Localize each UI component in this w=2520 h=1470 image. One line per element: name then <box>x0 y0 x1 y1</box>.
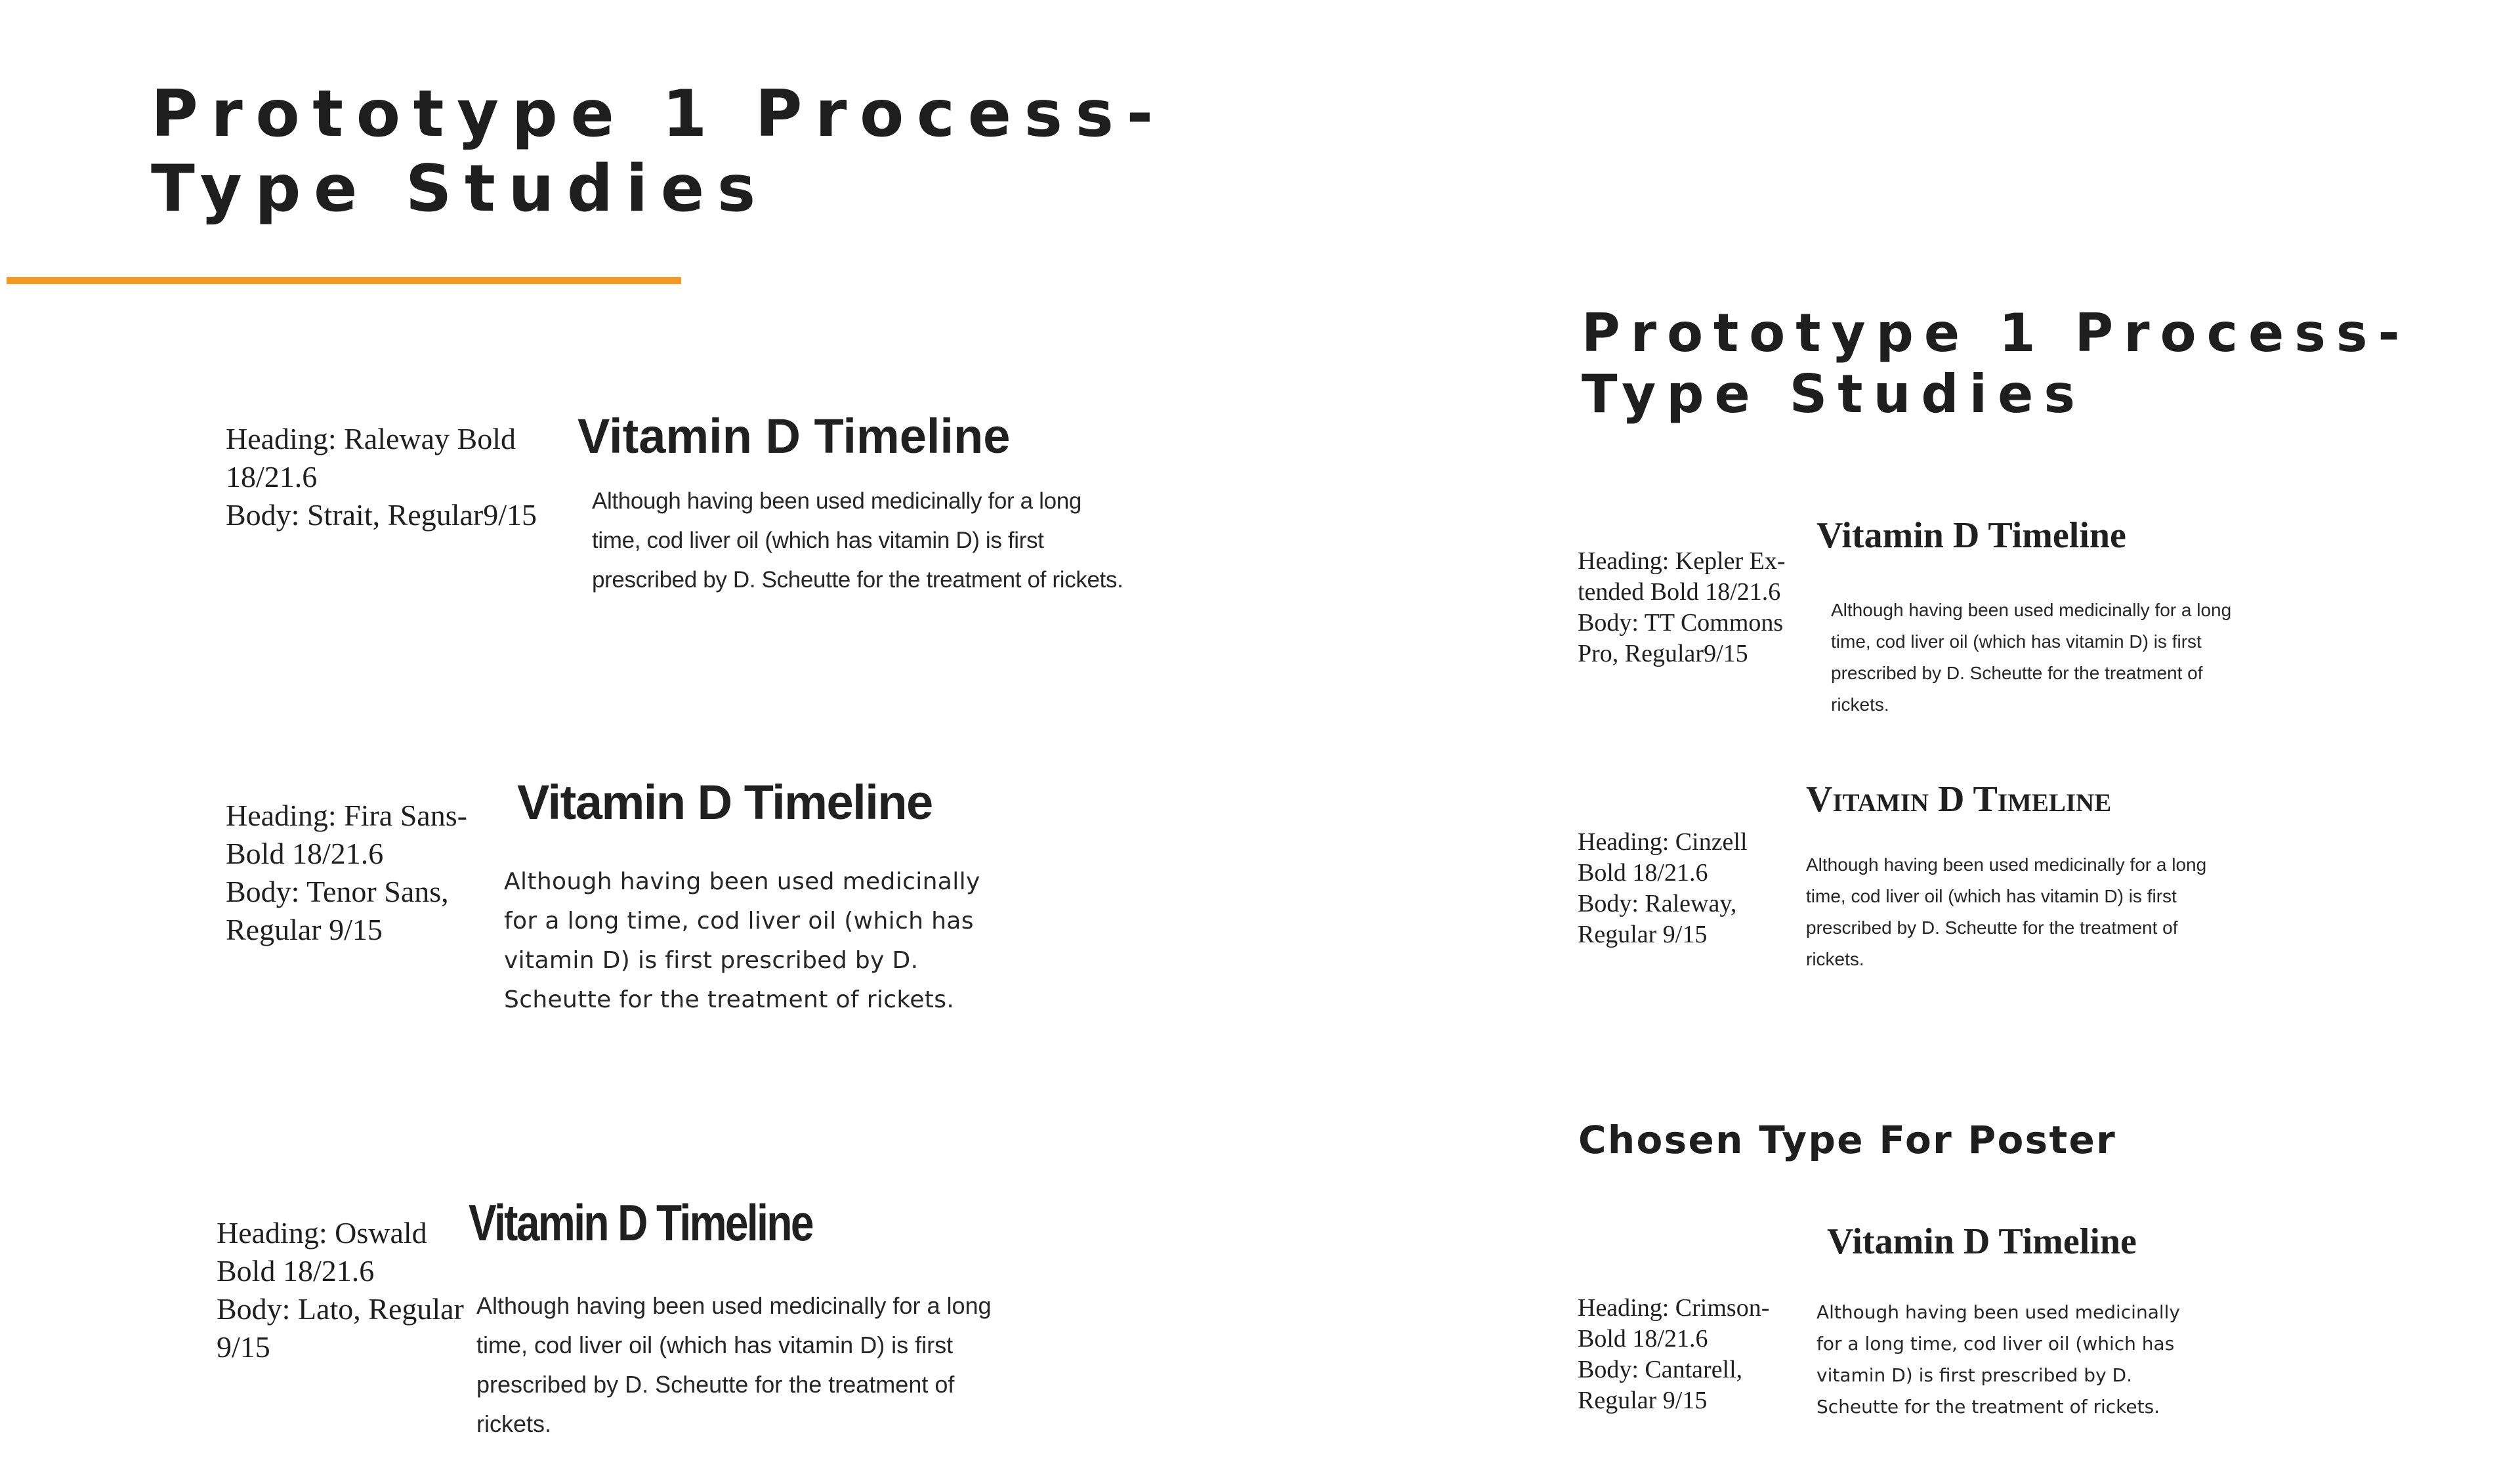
chosen-spec: Heading: Crimson- Bold 18/21.6 Body: Cantarell, Regular 9/15 <box>1578 1294 1770 1414</box>
study-1-heading: Vitamin D Timeline <box>578 409 1011 463</box>
study-2-spec: Heading: Fira Sans- Bold 18/21.6 Body: Tenor Sans, Regular 9/15 <box>226 799 467 946</box>
right-study-1-heading: Vitamin D Timeline <box>1816 515 2126 556</box>
study-2-body: Although having been used medicinally for a long time, cod liver oil (which has vitamin D) is first prescribed by D. Scheutte for the treatment of rickets. <box>504 868 980 1013</box>
chosen-type-label: Chosen Type For Poster <box>1578 1118 2117 1162</box>
right-study-2-body: Although having been used medicinally for a long time, cod liver oil (which has vitamin D) is first prescribed by D. Scheutte for the treatment of rickets. <box>1806 854 2207 969</box>
page-title: Prototype 1 Process- Type Studies <box>151 77 1166 226</box>
right-study-2-spec: Heading: Cinzell Bold 18/21.6 Body: Raleway, Regular 9/15 <box>1578 828 1748 948</box>
study-3-spec: Heading: Oswald Bold 18/21.6 Body: Lato, Regular 9/15 <box>217 1216 464 1364</box>
right-study-2-heading: Vitamin D Timeline <box>1806 779 2112 820</box>
chosen-heading: Vitamin D Timeline <box>1827 1221 2137 1262</box>
study-3-body: Although having been used medicinally for a long time, cod liver oil (which has vitamin D) is first prescribed by D. Scheutte for the treatment of rickets. <box>476 1292 992 1437</box>
chosen-body: Although having been used medicinally for a long time, cod liver oil (which has vitamin D) is first prescribed by D. Scheutte for the treatment of rickets. <box>1816 1301 2180 1418</box>
study-1-spec: Heading: Raleway Bold 18/21.6 Body: Strait, Regular9/15 <box>226 422 537 532</box>
study-3-heading: Vitamin D Timeline <box>469 1194 812 1251</box>
right-study-1-body: Although having been used medicinally for a long time, cod liver oil (which has vitamin D) is first prescribed by D. Scheutte for the treatment of rickets. <box>1831 600 2232 715</box>
right-study-1-spec: Heading: Kepler Ex- tended Bold 18/21.6 Body: TT Commons Pro, Regular9/15 <box>1578 547 1786 667</box>
accent-rule <box>7 277 681 284</box>
study-2-heading: Vitamin D Timeline <box>517 775 933 830</box>
panel-title: Prototype 1 Process- Type Studies <box>1582 303 2410 425</box>
study-1-body: Although having been used medicinally for a long time, cod liver oil (which has vitamin D) is first prescribed by D. Scheutte for the treatment of rickets. <box>592 488 1124 593</box>
